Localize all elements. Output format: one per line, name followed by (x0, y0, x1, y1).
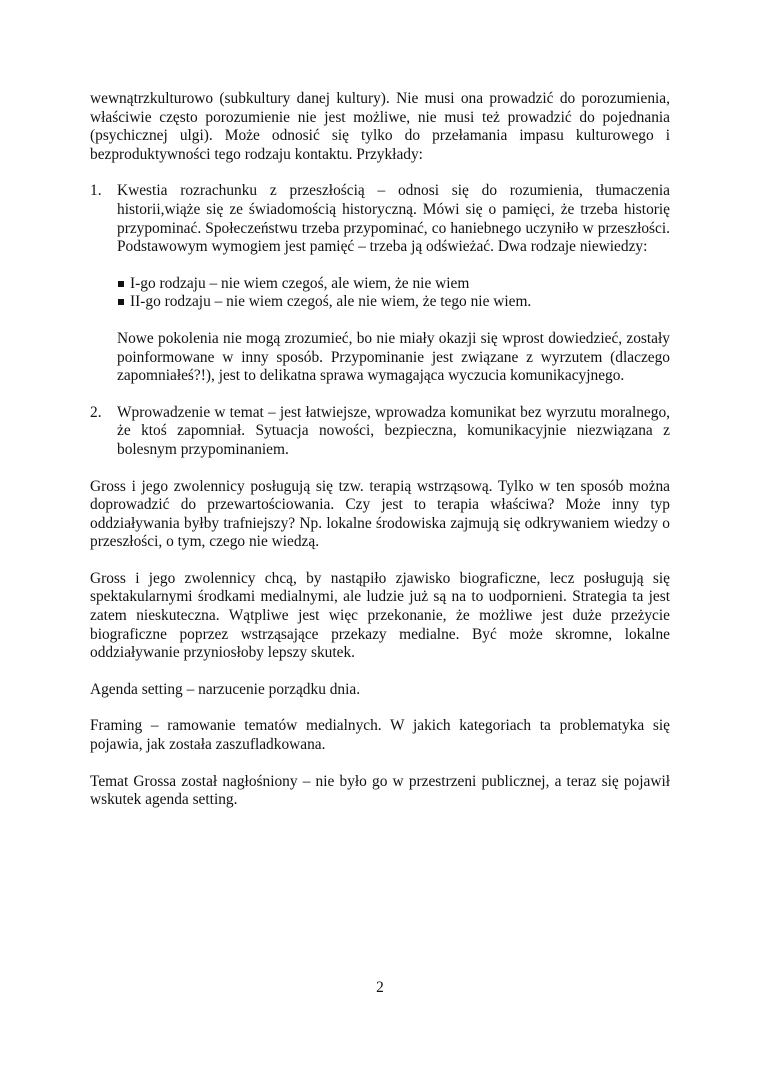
numbered-list (90, 182, 670, 459)
page-number: 2 (376, 979, 384, 996)
square-bullet-icon (118, 281, 124, 287)
list-number: 2. (90, 403, 102, 421)
bullet-list (117, 275, 670, 312)
paragraph: Gross i jego zwolennicy chcą, by nastąpiło zjawisko biograficzne, lecz posługują się spektakularnymi środkami medialnymi, ale ludzie już są na to uodpornieni. Strategia ta jest zatem nieskuteczna. Wątpliwe jest więc przekonanie, że możliwe jest duże przeżycie biograficzne poprzez wstrząsające przekazy medialne. Być może skromne, lokalne oddziaływanie przyniosłoby lepszy skutek. (90, 569, 670, 662)
document-page (90, 90, 670, 810)
square-bullet-icon (118, 299, 124, 305)
bullet-item (117, 275, 670, 294)
bullet-text: II-go rodzaju – nie wiem czegoś, ale nie wiem, że tego nie wiem. (130, 293, 532, 311)
intro-paragraph: wewnątrzkulturowo (subkultury danej kultury). Nie musi ona prowadzić do porozumienia, właściwie często porozumienie nie jest możliwe, nie musi też prowadzić do pojednania (psychicznej ulgi). Może odnosić się tylko do przełamania impasu kulturowego i bezproduktywności tego rodzaju kontaktu. Przykłady: (90, 90, 670, 163)
paragraph: Agenda setting – narzucenie porządku dnia. (90, 680, 361, 698)
list-item-text: Kwestia rozrachunku z przeszłością – odnosi się do rozumienia, tłumaczenia historii,wiąże się ze świadomością historyczną. Mówi się o pamięci, że trzeba historię przypominać. Społeczeństwu trzeba przypominać, co haniebnego uczyniło w przeszłości. Podstawowym wymogiem jest pamięć – trzeba ją odświeżać. Dwa rodzaje niewiedzy: (117, 182, 670, 256)
bullet-item (117, 293, 670, 312)
list-number: 1. (90, 182, 102, 200)
list-item-1 (90, 182, 670, 385)
list-item-followup: Nowe pokolenia nie mogą zrozumieć, bo nie miały okazji się wprost dowiedzieć, zostały poinformowane w inny sposób. Przypominanie jest związane z wyrzutem (dlaczego zapomniałeś?!), jest to delikatna sprawa wymagająca wyczucia komunikacyjnego. (117, 329, 670, 385)
bullet-text: I-go rodzaju – nie wiem czegoś, ale wiem, że nie wiem (130, 274, 470, 292)
paragraph: Temat Grossa został nagłośniony – nie było go w przestrzeni publicznej, a teraz się pojawił wskutek agenda setting. (90, 772, 670, 809)
paragraph: Gross i jego zwolennicy posługują się tzw. terapią wstrząsową. Tylko w ten sposób można doprowadzić do przewartościowania. Czy jest to terapia właściwa? Może inny typ oddziaływania byłby trafniejszy? Np. lokalne środowiska zajmują się odkrywaniem wiedzy o przeszłości, o tym, czego nie wiedzą. (90, 477, 670, 551)
paragraph: Framing – ramowanie tematów medialnych. W jakich kategoriach ta problematyka się pojawia, jak została zaszufladkowana. (90, 717, 670, 754)
list-spacer (90, 386, 670, 404)
list-item-2 (90, 404, 670, 460)
list-item-text: Wprowadzenie w temat – jest łatwiejsze, wprowadza komunikat bez wyrzutu moralnego, że ktoś zapomniał. Sytuacja nowości, bezpieczna, komunikacyjnie niezwiązana z bolesnym przypominaniem. (117, 403, 670, 458)
